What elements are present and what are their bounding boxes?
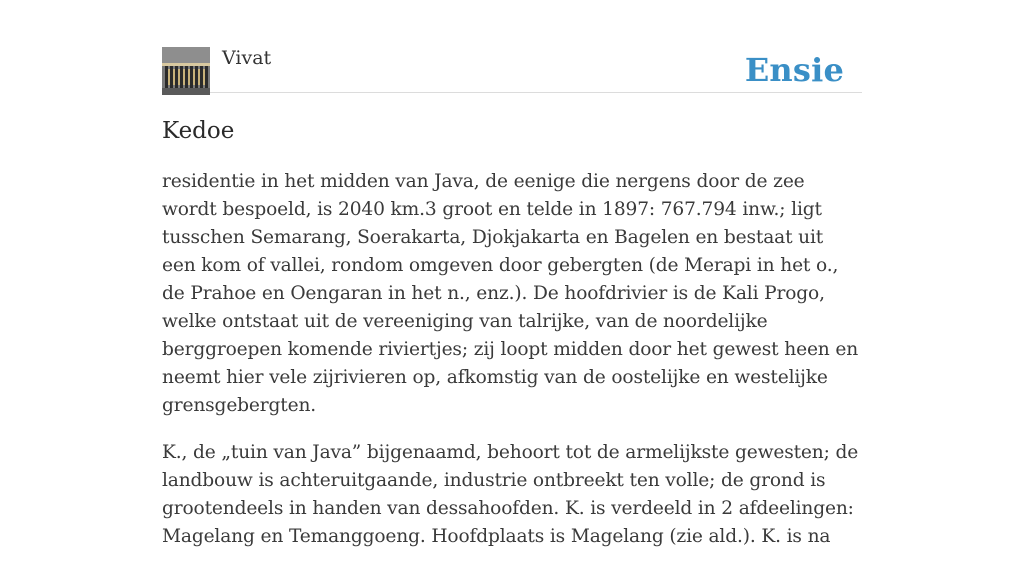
author-avatar[interactable] (162, 47, 210, 95)
brand-logo[interactable]: Ensie (744, 51, 844, 89)
author-name[interactable]: Vivat (222, 47, 272, 69)
book-spines-icon (162, 47, 210, 95)
article-body (162, 168, 862, 570)
paragraph: residentie in het midden van Java, de eenige die nergens door de zee wordt bespoeld, is 2040 km.3 groot en telde in 1897: 767.794 inw.; ligt tusschen Semarang, Soerakarta, Djokjakarta en Bagelen en bestaat uit een kom of vallei, rondom omgeven door gebergten (de Merapi in het o., de Prahoe en Oengaran in het n., enz.). De hoofdrivier is de Kali Progo, welke ontstaat uit de vereeniging van talrijke, van de noordelijke berggroepen komende riviertjes; zij loopt midden door het gewest heen en neemt hier vele zijrivieren op, afkomstig van de oostelijke en westelijke grensgebergten. (162, 171, 859, 416)
header (162, 46, 862, 93)
page-title: Kedoe (162, 118, 235, 144)
paragraph: K., de „tuin van Java” bijgenaamd, behoort tot de armelijkste gewesten; de landbouw is achteruitgaande, industrie ontbreekt ten volle; de grond is grootendeels in handen van dessahoofden. K. is verdeeld in 2 afdeelingen: Magelang en Temanggoeng. Hoofdplaats is Magelang (zie ald.). K. is na (162, 442, 859, 547)
